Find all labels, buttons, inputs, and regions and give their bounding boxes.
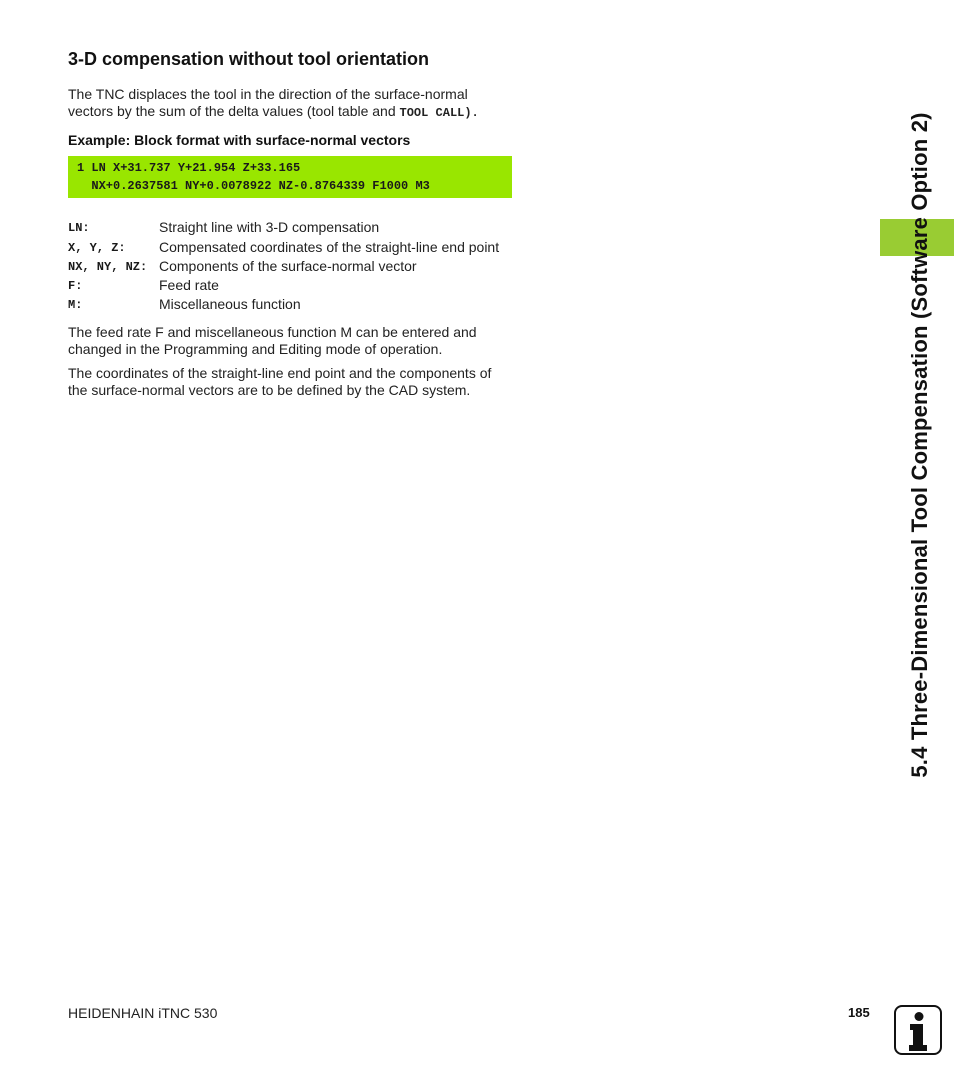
code-block <box>68 156 512 198</box>
intro-paragraph <box>68 86 518 122</box>
definition-term: F: <box>68 279 83 293</box>
page-number: 185 <box>848 1005 870 1020</box>
intro-line-2-text: vectors by the sum of the delta values (tool table and <box>68 103 400 119</box>
chapter-side-title-text: 5.4 Three-Dimensional Tool Compensation (Software Option 2) <box>907 112 932 778</box>
definition-term: LN: <box>68 221 90 235</box>
definition-desc: Straight line with 3-D compensation <box>159 219 380 235</box>
info-icon <box>894 1005 942 1055</box>
example-heading: Example: Block format with surface-normal vectors <box>68 132 411 148</box>
feed-line-2: changed in the Programming and Editing mode of operation. <box>68 341 443 357</box>
coords-line-1: The coordinates of the straight-line end point and the components of <box>68 365 492 381</box>
intro-line-2 <box>68 103 518 122</box>
footer-product-name: HEIDENHAIN iTNC 530 <box>68 1005 218 1021</box>
coords-line-2: the surface-normal vectors are to be defined by the CAD system. <box>68 382 471 398</box>
section-heading: 3-D compensation without tool orientation <box>68 49 429 69</box>
definition-desc: Components of the surface-normal vector <box>159 258 417 274</box>
code-line-2: NX+0.2637581 NY+0.0078922 NZ-0.8764339 F1000 M3 <box>77 179 430 193</box>
definition-desc: Miscellaneous function <box>159 296 301 312</box>
definition-desc: Compensated coordinates of the straight-line end point <box>159 239 500 255</box>
definition-term: M: <box>68 298 83 312</box>
feed-rate-paragraph <box>68 324 518 358</box>
feed-line-1: The feed rate F and miscellaneous function M can be entered and <box>68 324 477 340</box>
coordinates-paragraph <box>68 365 518 399</box>
definition-term: X, Y, Z: <box>68 241 126 255</box>
tool-call-code: TOOL CALL). <box>399 106 479 120</box>
code-line-1: 1 LN X+31.737 Y+21.954 Z+33.165 <box>77 161 301 175</box>
definition-desc: Feed rate <box>159 277 219 293</box>
definition-term: NX, NY, NZ: <box>68 260 148 274</box>
intro-line-1: The TNC displaces the tool in the direction of the surface-normal <box>68 86 468 102</box>
